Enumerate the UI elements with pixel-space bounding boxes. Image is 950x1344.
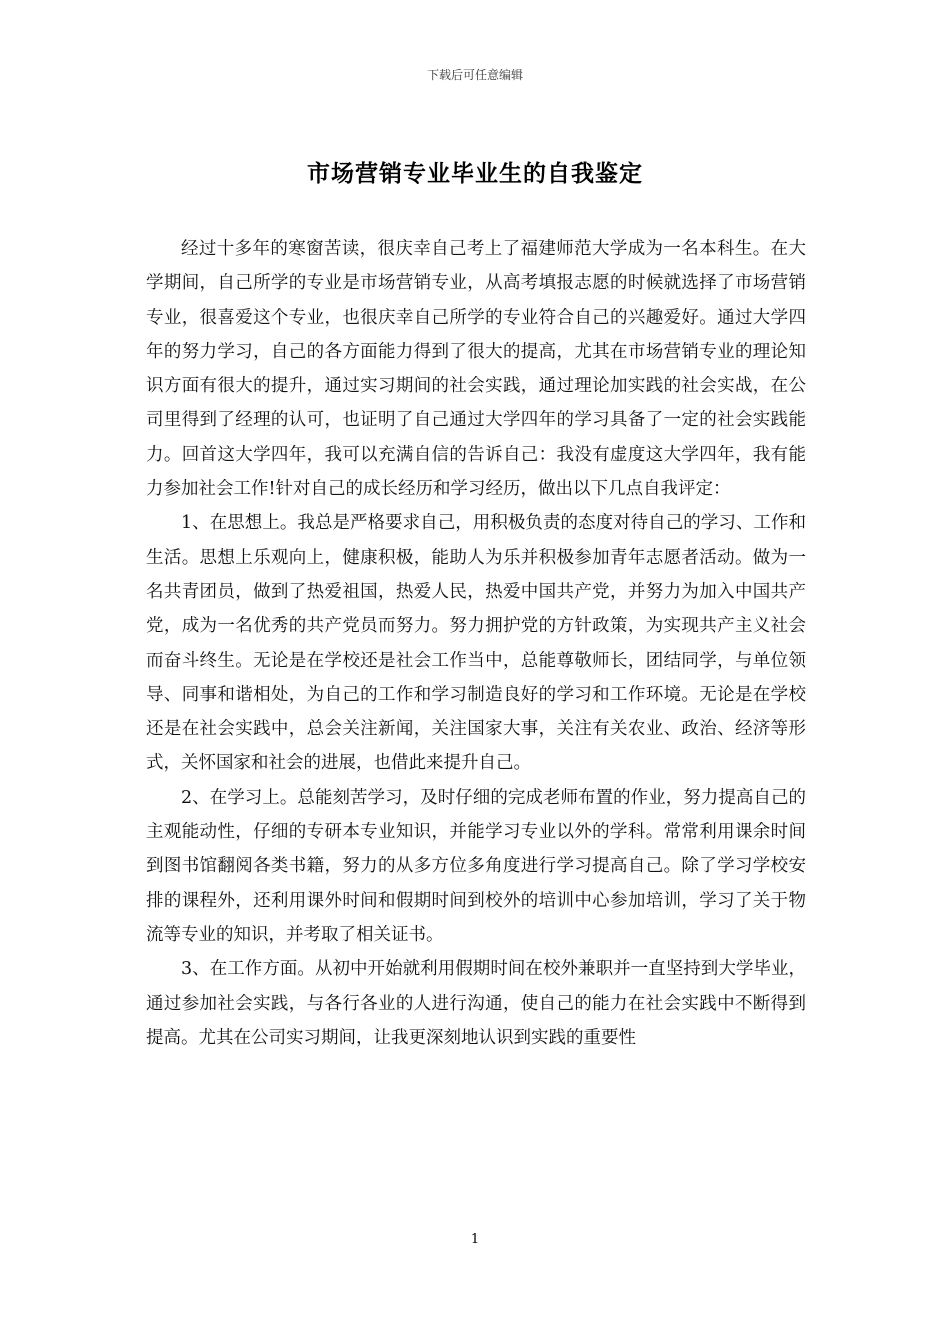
document-body (146, 232, 806, 1055)
page-header: 下载后可任意编辑 (426, 68, 523, 82)
page-number: 1 (470, 1232, 480, 1247)
paragraph-work: 3、在工作方面。从初中开始就利用假期时间在校外兼职并一直坚持到大学毕业，通过参加社会实践，与各行各业的人进行沟通，使自己的能力在社会实践中不断得到提高。尤其在公司实习期间，让我更深刻地认识到实践的重要性 (146, 959, 806, 1048)
paragraph-thought: 1、在思想上。我总是严格要求自己，用积极负责的态度对待自己的学习、工作和生活。思想上乐观向上，健康积极，能助人为乐并积极参加青年志愿者活动。做为一名共青团员，做到了热爱祖国，热爱人民，热爱中国共产党，并努力为加入中国共产党，成为一名优秀的共产党员而努力。努力拥护党的方针政策，为实现共产主义社会而奋斗终生。无论是在学校还是社会工作当中，总能尊敬师长，团结同学，与单位领导、同事和谐相处，为自己的工作和学习制造良好的学习和工作环境。无论是在学校还是在社会实践中，总会关注新闻，关注国家大事，关注有关农业、政治、经济等形式，关怀国家和社会的进展，也借此来提升自己。 (146, 513, 806, 774)
paragraph-intro: 经过十多年的寒窗苦读，很庆幸自己考上了福建师范大学成为一名本科生。在大学期间，自己所学的专业是市场营销专业，从高考填报志愿的时候就选择了市场营销专业，很喜爱这个专业，也很庆幸自己所学的专业符合自己的兴趣爱好。通过大学四年的努力学习，自己的各方面能力得到了很大的提高，尤其在市场营销专业的理论知识方面有很大的提升，通过实习期间的社会实践，通过理论加实践的社会实战，在公司里得到了经理的认可，也证明了自己通过大学四年的学习具备了一定的社会实践能力。回首这大学四年，我可以充满自信的告诉自己：我没有虚度这大学四年，我有能力参加社会工作!针对自己的成长经历和学习经历，做出以下几点自我评定： (146, 239, 806, 500)
paragraph-study: 2、在学习上。总能刻苦学习，及时仔细的完成老师布置的作业，努力提高自己的主观能动性，仔细的专研本专业知识，并能学习专业以外的学科。常常利用课余时间到图书馆翻阅各类书籍，努力的从多方位多角度进行学习提高自己。除了学习学校安排的课程外，还利用课外时间和假期时间到校外的培训中心参加培训，学习了关于物流等专业的知识，并考取了相关证书。 (146, 787, 806, 945)
document-title: 市场营销专业毕业生的自我鉴定 (307, 161, 643, 187)
